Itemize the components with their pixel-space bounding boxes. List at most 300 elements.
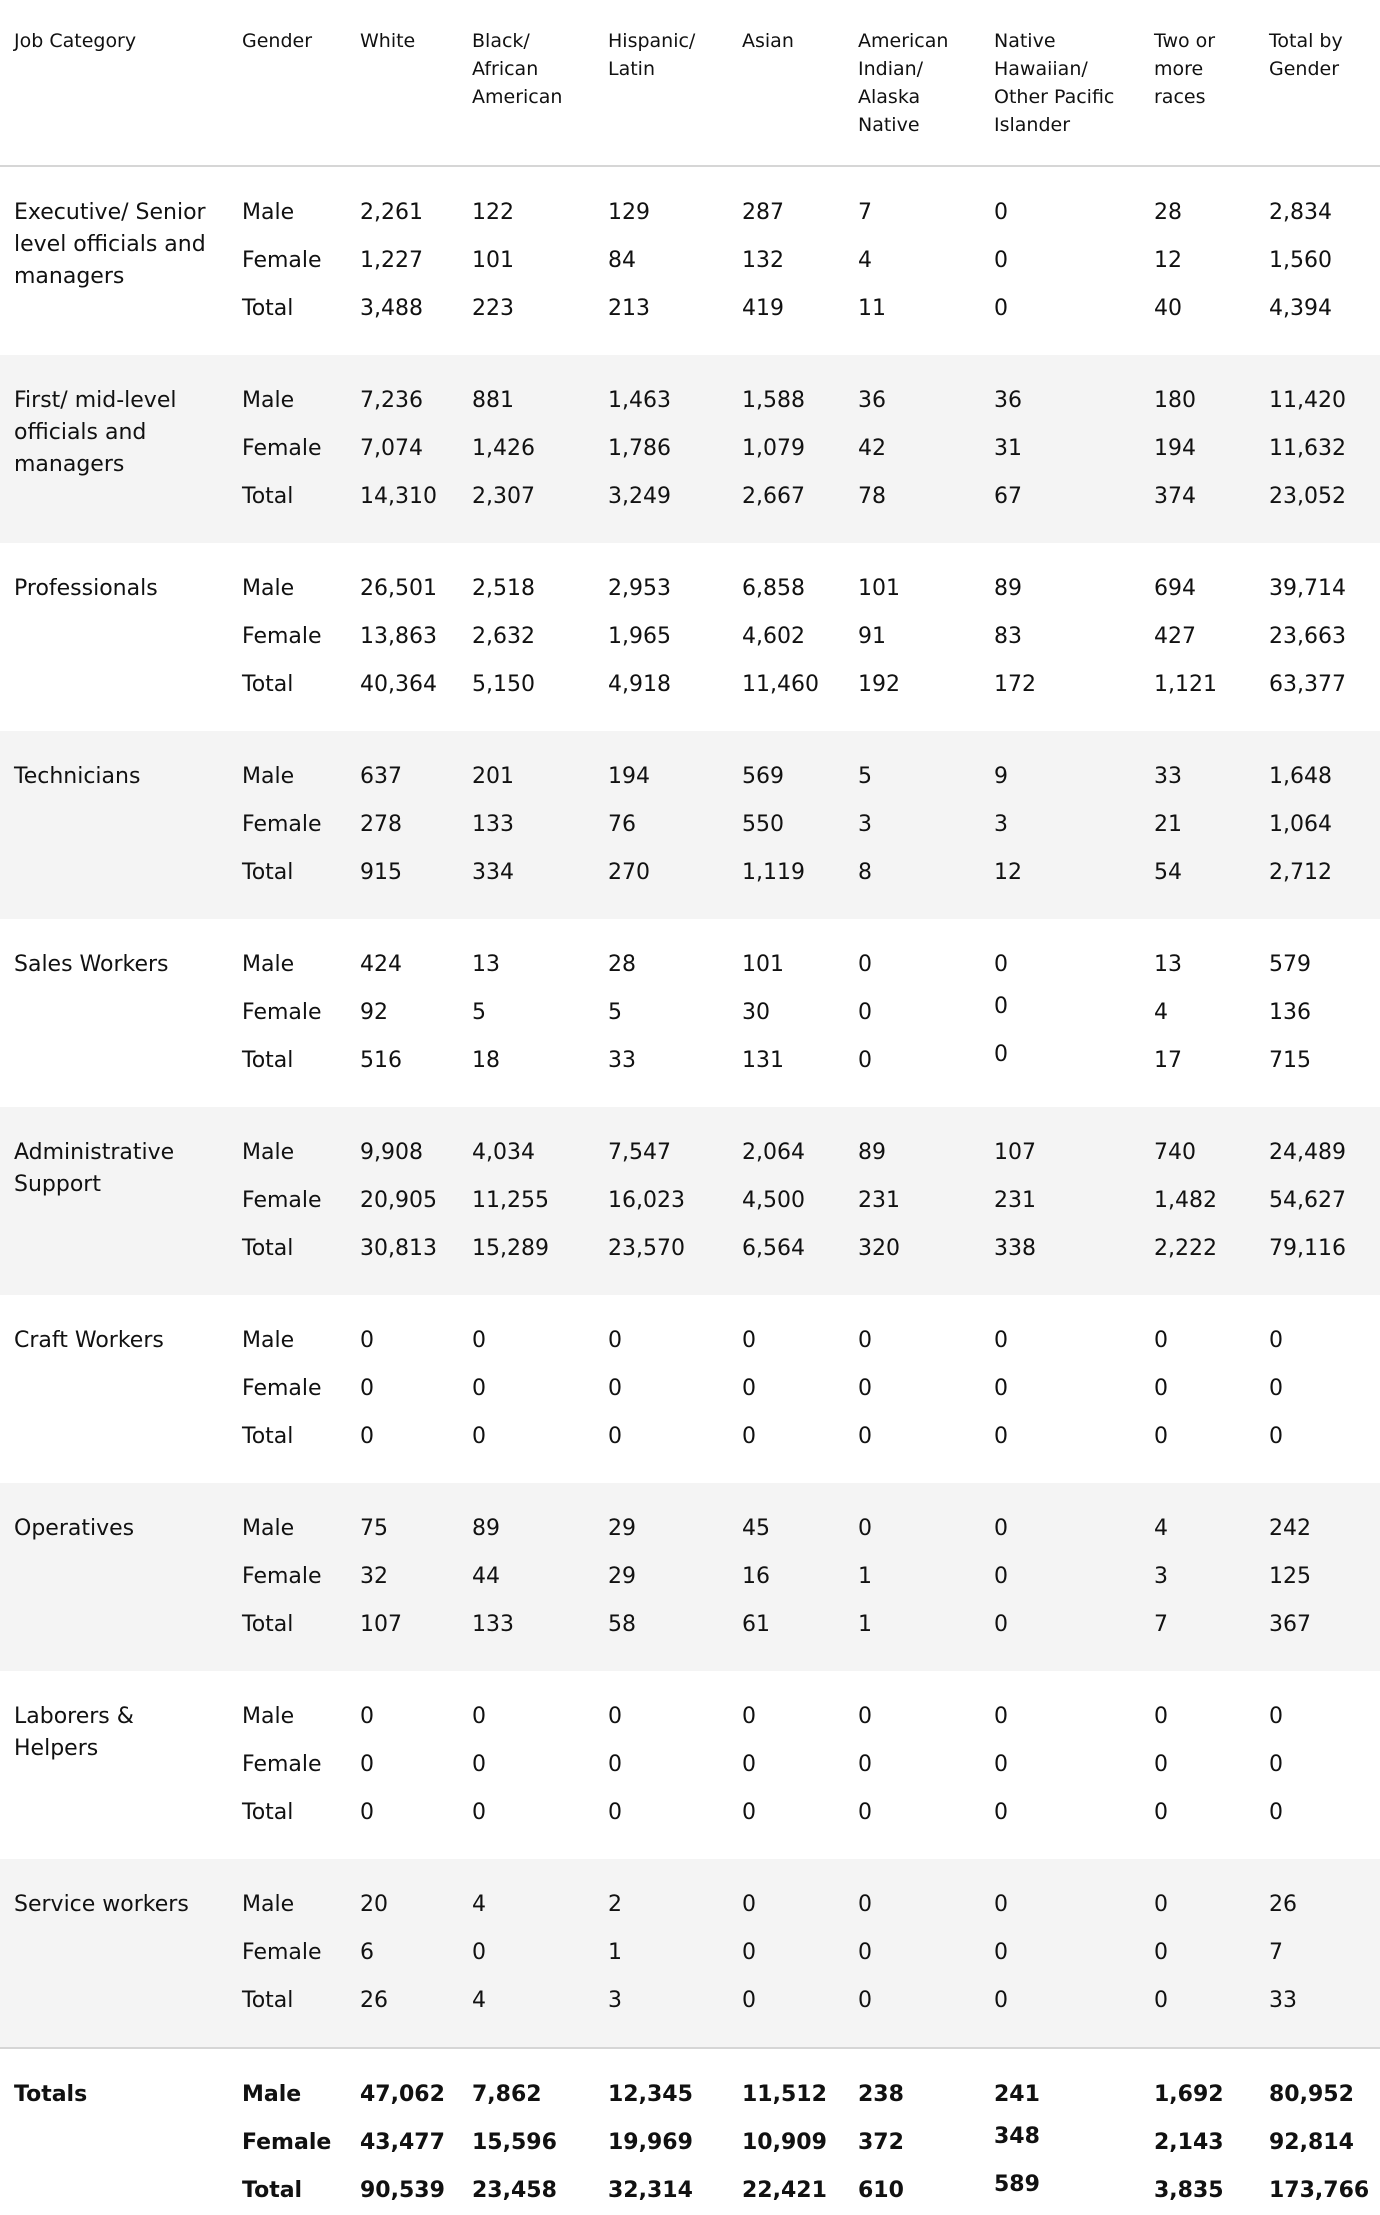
native-hawaiian-pacific-islander-cell: 0 [994,200,1008,225]
hispanic-latin-cell: 84 [608,248,636,273]
black-african-american-cell: 133 [472,812,514,837]
native-hawaiian-pacific-islander-cell: 0 [994,1564,1008,1589]
hispanic-latin-cell: 0 [608,1800,622,1825]
asian-cell: 0 [742,1328,756,1353]
job-category-group [0,1859,1380,2048]
asian-cell: 0 [742,1892,756,1917]
gender-cell: Female [242,248,322,273]
totals-label: Totals [0,2048,228,2215]
asian-cell: 16 [742,1564,770,1589]
total-by-gender-cell: 11,420 [1269,388,1346,413]
black-african-american-cell: 0 [472,1940,486,1965]
hispanic-latin-cell: 16,023 [608,1188,685,1213]
white-cell: 0 [360,1752,374,1777]
white-cell: 0 [360,1800,374,1825]
header-row [0,0,1380,166]
american-indian-alaska-native-cell: 0 [858,1516,872,1541]
black-african-american-cell: 89 [472,1516,500,1541]
two-or-more-races-cell: 17 [1154,1048,1182,1073]
asian-cell: 1,588 [742,388,805,413]
white-cell: 0 [360,1424,374,1449]
american-indian-alaska-native-cell: 0 [858,1800,872,1825]
hispanic-latin-cell: 58 [608,1612,636,1637]
asian-cell: 6,858 [742,576,805,601]
native-hawaiian-pacific-islander-cell: 107 [994,1140,1036,1165]
black-african-american-cell: 0 [472,1704,486,1729]
white-cell: 0 [360,1328,374,1353]
job-category-label: Laborers & Helpers [14,1704,134,1761]
white-cell: 75 [360,1516,388,1541]
total-by-gender-cell: 579 [1269,952,1311,977]
black-african-american-cell: 5 [472,1000,486,1025]
american-indian-alaska-native-cell: 0 [858,1752,872,1777]
two-or-more-races-cell: 194 [1154,436,1196,461]
job-category-group [0,1107,1380,1295]
black-african-american-cell: 2,518 [472,576,535,601]
hispanic-latin-cell: 0 [608,1424,622,1449]
two-or-more-races-cell: 1,121 [1154,672,1217,697]
two-or-more-races-cell: 1,482 [1154,1188,1217,1213]
black-african-american-total-cell: 15,596 [472,2130,557,2155]
header-hispanic-latin: Hispanic/ Latin [594,0,728,166]
two-or-more-races-total-cell: 1,692 [1140,2048,1255,2119]
two-or-more-races-cell: 21 [1154,812,1182,837]
asian-cell: 287 [742,200,784,225]
white-total-cell: 90,539 [360,2178,445,2203]
native-hawaiian-pacific-islander-total-cell: 348 [994,2124,1040,2149]
gender-cell: Male [242,200,295,225]
black-african-american-cell: 2,307 [472,484,535,509]
hispanic-latin-cell: 1 [608,1940,622,1965]
table-row [0,1671,1380,1741]
black-african-american-cell: 1,426 [472,436,535,461]
gender-cell: Total [242,860,294,885]
native-hawaiian-pacific-islander-cell: 0 [994,1892,1008,1917]
gender-cell: Male [228,2048,346,2119]
gender-cell: Male [242,1328,295,1353]
two-or-more-races-cell: 374 [1154,484,1196,509]
hispanic-latin-cell: 0 [608,1704,622,1729]
total-by-gender-total-cell: 92,814 [1269,2130,1354,2155]
gender-cell: Female [242,1376,322,1401]
asian-total-cell: 22,421 [742,2178,827,2203]
white-cell: 915 [360,860,402,885]
hispanic-latin-cell: 33 [608,1048,636,1073]
total-by-gender-cell: 367 [1269,1612,1311,1637]
asian-cell: 131 [742,1048,784,1073]
two-or-more-races-cell: 40 [1154,296,1182,321]
native-hawaiian-pacific-islander-cell: 0 [994,296,1008,321]
table-row [0,355,1380,425]
total-by-gender-cell: 23,663 [1269,624,1346,649]
black-african-american-cell: 223 [472,296,514,321]
job-category-group [0,919,1380,1107]
american-indian-alaska-native-cell: 1 [858,1564,872,1589]
header-black-african-american: Black/ African American [458,0,594,166]
job-category-group [0,1671,1380,1859]
black-african-american-cell: 2,632 [472,624,535,649]
white-cell: 637 [360,764,402,789]
total-by-gender-cell: 136 [1269,1000,1311,1025]
american-indian-alaska-native-cell: 91 [858,624,886,649]
native-hawaiian-pacific-islander-cell: 0 [994,1612,1008,1637]
white-cell: 26 [360,1988,388,2013]
total-by-gender-cell: 11,632 [1269,436,1346,461]
table-row [0,1107,1380,1177]
two-or-more-races-total-cell: 2,143 [1154,2130,1224,2155]
gender-cell: Male [242,576,295,601]
hispanic-latin-cell: 270 [608,860,650,885]
white-cell: 26,501 [360,576,437,601]
job-category-group [0,1295,1380,1483]
table-row [0,1859,1380,1929]
american-indian-alaska-native-cell: 231 [858,1188,900,1213]
two-or-more-races-cell: 13 [1154,952,1182,977]
job-category-label: First/ mid-level officials and managers [14,388,177,477]
two-or-more-races-cell: 7 [1154,1612,1168,1637]
american-indian-alaska-native-total-cell: 238 [844,2048,980,2119]
total-by-gender-total-cell: 173,766 [1269,2178,1370,2203]
native-hawaiian-pacific-islander-cell: 0 [994,994,1008,1019]
hispanic-latin-cell: 3 [608,1988,622,2013]
table-row [0,1295,1380,1365]
asian-cell: 0 [742,1376,756,1401]
total-by-gender-cell: 24,489 [1269,1140,1346,1165]
native-hawaiian-pacific-islander-cell: 0 [994,1940,1008,1965]
gender-cell: Total [242,1800,294,1825]
american-indian-alaska-native-cell: 89 [858,1140,886,1165]
black-african-american-cell: 4 [472,1892,486,1917]
black-african-american-cell: 0 [472,1424,486,1449]
table-header [0,0,1380,166]
hispanic-latin-cell: 76 [608,812,636,837]
two-or-more-races-cell: 0 [1154,1424,1168,1449]
asian-cell: 550 [742,812,784,837]
gender-cell: Female [242,1000,322,1025]
totals-group [0,2048,1380,2215]
hispanic-latin-cell: 4,918 [608,672,671,697]
american-indian-alaska-native-cell: 36 [858,388,886,413]
job-category-group [0,1483,1380,1671]
american-indian-alaska-native-total-cell: 372 [858,2130,904,2155]
gender-cell: Male [242,1704,295,1729]
hispanic-latin-cell: 0 [608,1376,622,1401]
native-hawaiian-pacific-islander-total-cell: 241 [980,2048,1140,2119]
native-hawaiian-pacific-islander-cell: 0 [994,952,1008,977]
total-by-gender-cell: 0 [1269,1704,1283,1729]
asian-cell: 0 [742,1988,756,2013]
white-cell: 9,908 [360,1140,423,1165]
gender-cell: Total [242,1612,294,1637]
gender-cell: Total [242,1236,294,1261]
asian-cell: 0 [742,1800,756,1825]
hispanic-latin-total-cell: 12,345 [594,2048,728,2119]
hispanic-latin-cell: 0 [608,1328,622,1353]
american-indian-alaska-native-cell: 0 [858,1424,872,1449]
total-by-gender-cell: 715 [1269,1048,1311,1073]
black-african-american-cell: 122 [472,200,514,225]
header-total-by-gender: Total by Gender [1255,0,1380,166]
native-hawaiian-pacific-islander-cell: 0 [994,1988,1008,2013]
job-category-label: Administrative Support [14,1140,175,1197]
job-category-label: Executive/ Senior level officials and managers [14,200,206,289]
two-or-more-races-cell: 427 [1154,624,1196,649]
two-or-more-races-cell: 3 [1154,1564,1168,1589]
native-hawaiian-pacific-islander-cell: 0 [994,1516,1008,1541]
native-hawaiian-pacific-islander-cell: 0 [994,1328,1008,1353]
white-cell: 13,863 [360,624,437,649]
american-indian-alaska-native-cell: 1 [858,1612,872,1637]
asian-cell: 61 [742,1612,770,1637]
white-cell: 516 [360,1048,402,1073]
two-or-more-races-cell: 0 [1154,1704,1168,1729]
native-hawaiian-pacific-islander-cell: 67 [994,484,1022,509]
american-indian-alaska-native-cell: 0 [858,1988,872,2013]
two-or-more-races-cell: 0 [1154,1988,1168,2013]
two-or-more-races-cell: 12 [1154,248,1182,273]
asian-cell: 0 [742,1424,756,1449]
white-cell: 30,813 [360,1236,437,1261]
gender-cell: Female [242,812,322,837]
header-asian: Asian [728,0,844,166]
two-or-more-races-cell: 0 [1154,1800,1168,1825]
black-african-american-total-cell: 7,862 [458,2048,594,2119]
table-row [0,731,1380,801]
asian-cell: 6,564 [742,1236,805,1261]
white-cell: 3,488 [360,296,423,321]
table-row [0,1483,1380,1553]
gender-cell: Total [242,296,294,321]
asian-cell: 45 [742,1516,770,1541]
two-or-more-races-total-cell: 3,835 [1154,2178,1224,2203]
native-hawaiian-pacific-islander-cell: 0 [994,248,1008,273]
asian-cell: 11,460 [742,672,819,697]
gender-cell: Male [242,952,295,977]
two-or-more-races-cell: 180 [1154,388,1196,413]
total-by-gender-cell: 0 [1269,1328,1283,1353]
gender-cell: Male [242,1516,295,1541]
american-indian-alaska-native-cell: 0 [858,1328,872,1353]
total-by-gender-cell: 242 [1269,1516,1311,1541]
total-by-gender-cell: 0 [1269,1752,1283,1777]
native-hawaiian-pacific-islander-cell: 12 [994,860,1022,885]
hispanic-latin-cell: 0 [608,1752,622,1777]
black-african-american-cell: 18 [472,1048,500,1073]
hispanic-latin-cell: 129 [608,200,650,225]
native-hawaiian-pacific-islander-cell: 0 [994,1424,1008,1449]
hispanic-latin-total-cell: 19,969 [608,2130,693,2155]
asian-cell: 2,064 [742,1140,805,1165]
white-cell: 32 [360,1564,388,1589]
total-by-gender-cell: 54,627 [1269,1188,1346,1213]
asian-total-cell: 11,512 [728,2048,844,2119]
gender-cell: Male [242,1140,295,1165]
gender-cell: Female [242,1752,322,1777]
hispanic-latin-cell: 1,786 [608,436,671,461]
gender-cell: Female [242,436,322,461]
gender-cell: Total [242,484,294,509]
header-job-category: Job Category [0,0,228,166]
american-indian-alaska-native-cell: 0 [858,1048,872,1073]
header-gender: Gender [228,0,346,166]
gender-cell: Female [242,1188,322,1213]
hispanic-latin-cell: 3,249 [608,484,671,509]
black-african-american-cell: 334 [472,860,514,885]
asian-cell: 132 [742,248,784,273]
hispanic-latin-cell: 213 [608,296,650,321]
header-white: White [346,0,458,166]
total-by-gender-cell: 26 [1269,1892,1297,1917]
two-or-more-races-cell: 0 [1154,1752,1168,1777]
white-cell: 20 [360,1892,388,1917]
american-indian-alaska-native-cell: 5 [858,764,872,789]
gender-cell: Male [242,1892,295,1917]
white-cell: 0 [360,1704,374,1729]
gender-cell: Female [242,1940,322,1965]
american-indian-alaska-native-cell: 4 [858,248,872,273]
black-african-american-cell: 101 [472,248,514,273]
total-by-gender-cell: 4,394 [1269,296,1332,321]
native-hawaiian-pacific-islander-cell: 83 [994,624,1022,649]
black-african-american-cell: 0 [472,1376,486,1401]
american-indian-alaska-native-cell: 101 [858,576,900,601]
gender-cell: Female [242,624,322,649]
asian-cell: 30 [742,1000,770,1025]
native-hawaiian-pacific-islander-cell: 89 [994,576,1022,601]
hispanic-latin-cell: 2,953 [608,576,671,601]
asian-cell: 4,602 [742,624,805,649]
hispanic-latin-cell: 2 [608,1892,622,1917]
native-hawaiian-pacific-islander-cell: 0 [994,1376,1008,1401]
native-hawaiian-pacific-islander-cell: 0 [994,1800,1008,1825]
black-african-american-cell: 0 [472,1800,486,1825]
gender-cell: Male [242,764,295,789]
two-or-more-races-cell: 4 [1154,1516,1168,1541]
black-african-american-cell: 0 [472,1752,486,1777]
american-indian-alaska-native-cell: 0 [858,1892,872,1917]
black-african-american-total-cell: 23,458 [472,2178,557,2203]
job-category-group [0,166,1380,355]
white-cell: 7,074 [360,436,423,461]
hispanic-latin-cell: 1,463 [608,388,671,413]
american-indian-alaska-native-cell: 320 [858,1236,900,1261]
white-cell: 107 [360,1612,402,1637]
white-cell: 14,310 [360,484,437,509]
white-cell: 278 [360,812,402,837]
native-hawaiian-pacific-islander-total-cell: 589 [994,2172,1040,2197]
black-african-american-cell: 4 [472,1988,486,2013]
total-by-gender-cell: 33 [1269,1988,1297,2013]
hispanic-latin-cell: 23,570 [608,1236,685,1261]
black-african-american-cell: 201 [472,764,514,789]
total-by-gender-cell: 1,064 [1269,812,1332,837]
asian-cell: 0 [742,1752,756,1777]
hispanic-latin-cell: 28 [608,952,636,977]
two-or-more-races-cell: 0 [1154,1892,1168,1917]
hispanic-latin-cell: 1,965 [608,624,671,649]
native-hawaiian-pacific-islander-cell: 36 [994,388,1022,413]
american-indian-alaska-native-cell: 3 [858,812,872,837]
american-indian-alaska-native-cell: 192 [858,672,900,697]
total-by-gender-cell: 1,648 [1269,764,1332,789]
total-by-gender-cell: 0 [1269,1800,1283,1825]
gender-cell: Female [242,1564,322,1589]
two-or-more-races-cell: 694 [1154,576,1196,601]
gender-cell: Total [242,672,294,697]
total-by-gender-cell: 39,714 [1269,576,1346,601]
white-cell: 7,236 [360,388,423,413]
black-african-american-cell: 0 [472,1328,486,1353]
two-or-more-races-cell: 0 [1154,1328,1168,1353]
american-indian-alaska-native-cell: 0 [858,952,872,977]
american-indian-alaska-native-cell: 7 [858,200,872,225]
header-two-or-more-races: Two or more races [1140,0,1255,166]
job-category-label: Sales Workers [14,952,169,977]
total-by-gender-total-cell: 80,952 [1255,2048,1380,2119]
job-category-group [0,731,1380,919]
native-hawaiian-pacific-islander-cell: 338 [994,1236,1036,1261]
asian-cell: 1,079 [742,436,805,461]
total-by-gender-cell: 0 [1269,1376,1283,1401]
two-or-more-races-cell: 0 [1154,1940,1168,1965]
two-or-more-races-cell: 0 [1154,1376,1168,1401]
total-by-gender-cell: 2,712 [1269,860,1332,885]
white-cell: 2,261 [360,200,423,225]
black-african-american-cell: 15,289 [472,1236,549,1261]
asian-cell: 0 [742,1704,756,1729]
hispanic-latin-cell: 194 [608,764,650,789]
total-by-gender-cell: 23,052 [1269,484,1346,509]
asian-cell: 1,119 [742,860,805,885]
white-cell: 6 [360,1940,374,1965]
white-cell: 92 [360,1000,388,1025]
hispanic-latin-cell: 7,547 [608,1140,671,1165]
total-by-gender-cell: 79,116 [1269,1236,1346,1261]
native-hawaiian-pacific-islander-cell: 172 [994,672,1036,697]
total-by-gender-cell: 125 [1269,1564,1311,1589]
white-cell: 20,905 [360,1188,437,1213]
header-american-indian-alaska-native: American Indian/ Alaska Native [844,0,980,166]
job-category-label: Service workers [14,1892,189,1917]
white-cell: 40,364 [360,672,437,697]
american-indian-alaska-native-cell: 11 [858,296,886,321]
native-hawaiian-pacific-islander-cell: 3 [994,812,1008,837]
native-hawaiian-pacific-islander-cell: 0 [994,1042,1008,1067]
native-hawaiian-pacific-islander-cell: 0 [994,1704,1008,1729]
total-by-gender-cell: 7 [1269,1940,1283,1965]
hispanic-latin-cell: 29 [608,1564,636,1589]
black-african-american-cell: 4,034 [472,1140,535,1165]
white-cell: 424 [360,952,402,977]
two-or-more-races-cell: 54 [1154,860,1182,885]
white-total-cell: 47,062 [346,2048,458,2119]
gender-cell: Total [242,2178,303,2203]
two-or-more-races-cell: 33 [1154,764,1182,789]
hispanic-latin-total-cell: 32,314 [608,2178,693,2203]
black-african-american-cell: 5,150 [472,672,535,697]
black-african-american-cell: 881 [472,388,514,413]
asian-cell: 2,667 [742,484,805,509]
two-or-more-races-cell: 2,222 [1154,1236,1217,1261]
asian-cell: 569 [742,764,784,789]
job-category-label: Operatives [14,1516,135,1541]
white-total-cell: 43,477 [360,2130,445,2155]
native-hawaiian-pacific-islander-cell: 31 [994,436,1022,461]
table-row [0,543,1380,613]
native-hawaiian-pacific-islander-cell: 231 [994,1188,1036,1213]
asian-cell: 0 [742,1940,756,1965]
black-african-american-cell: 13 [472,952,500,977]
